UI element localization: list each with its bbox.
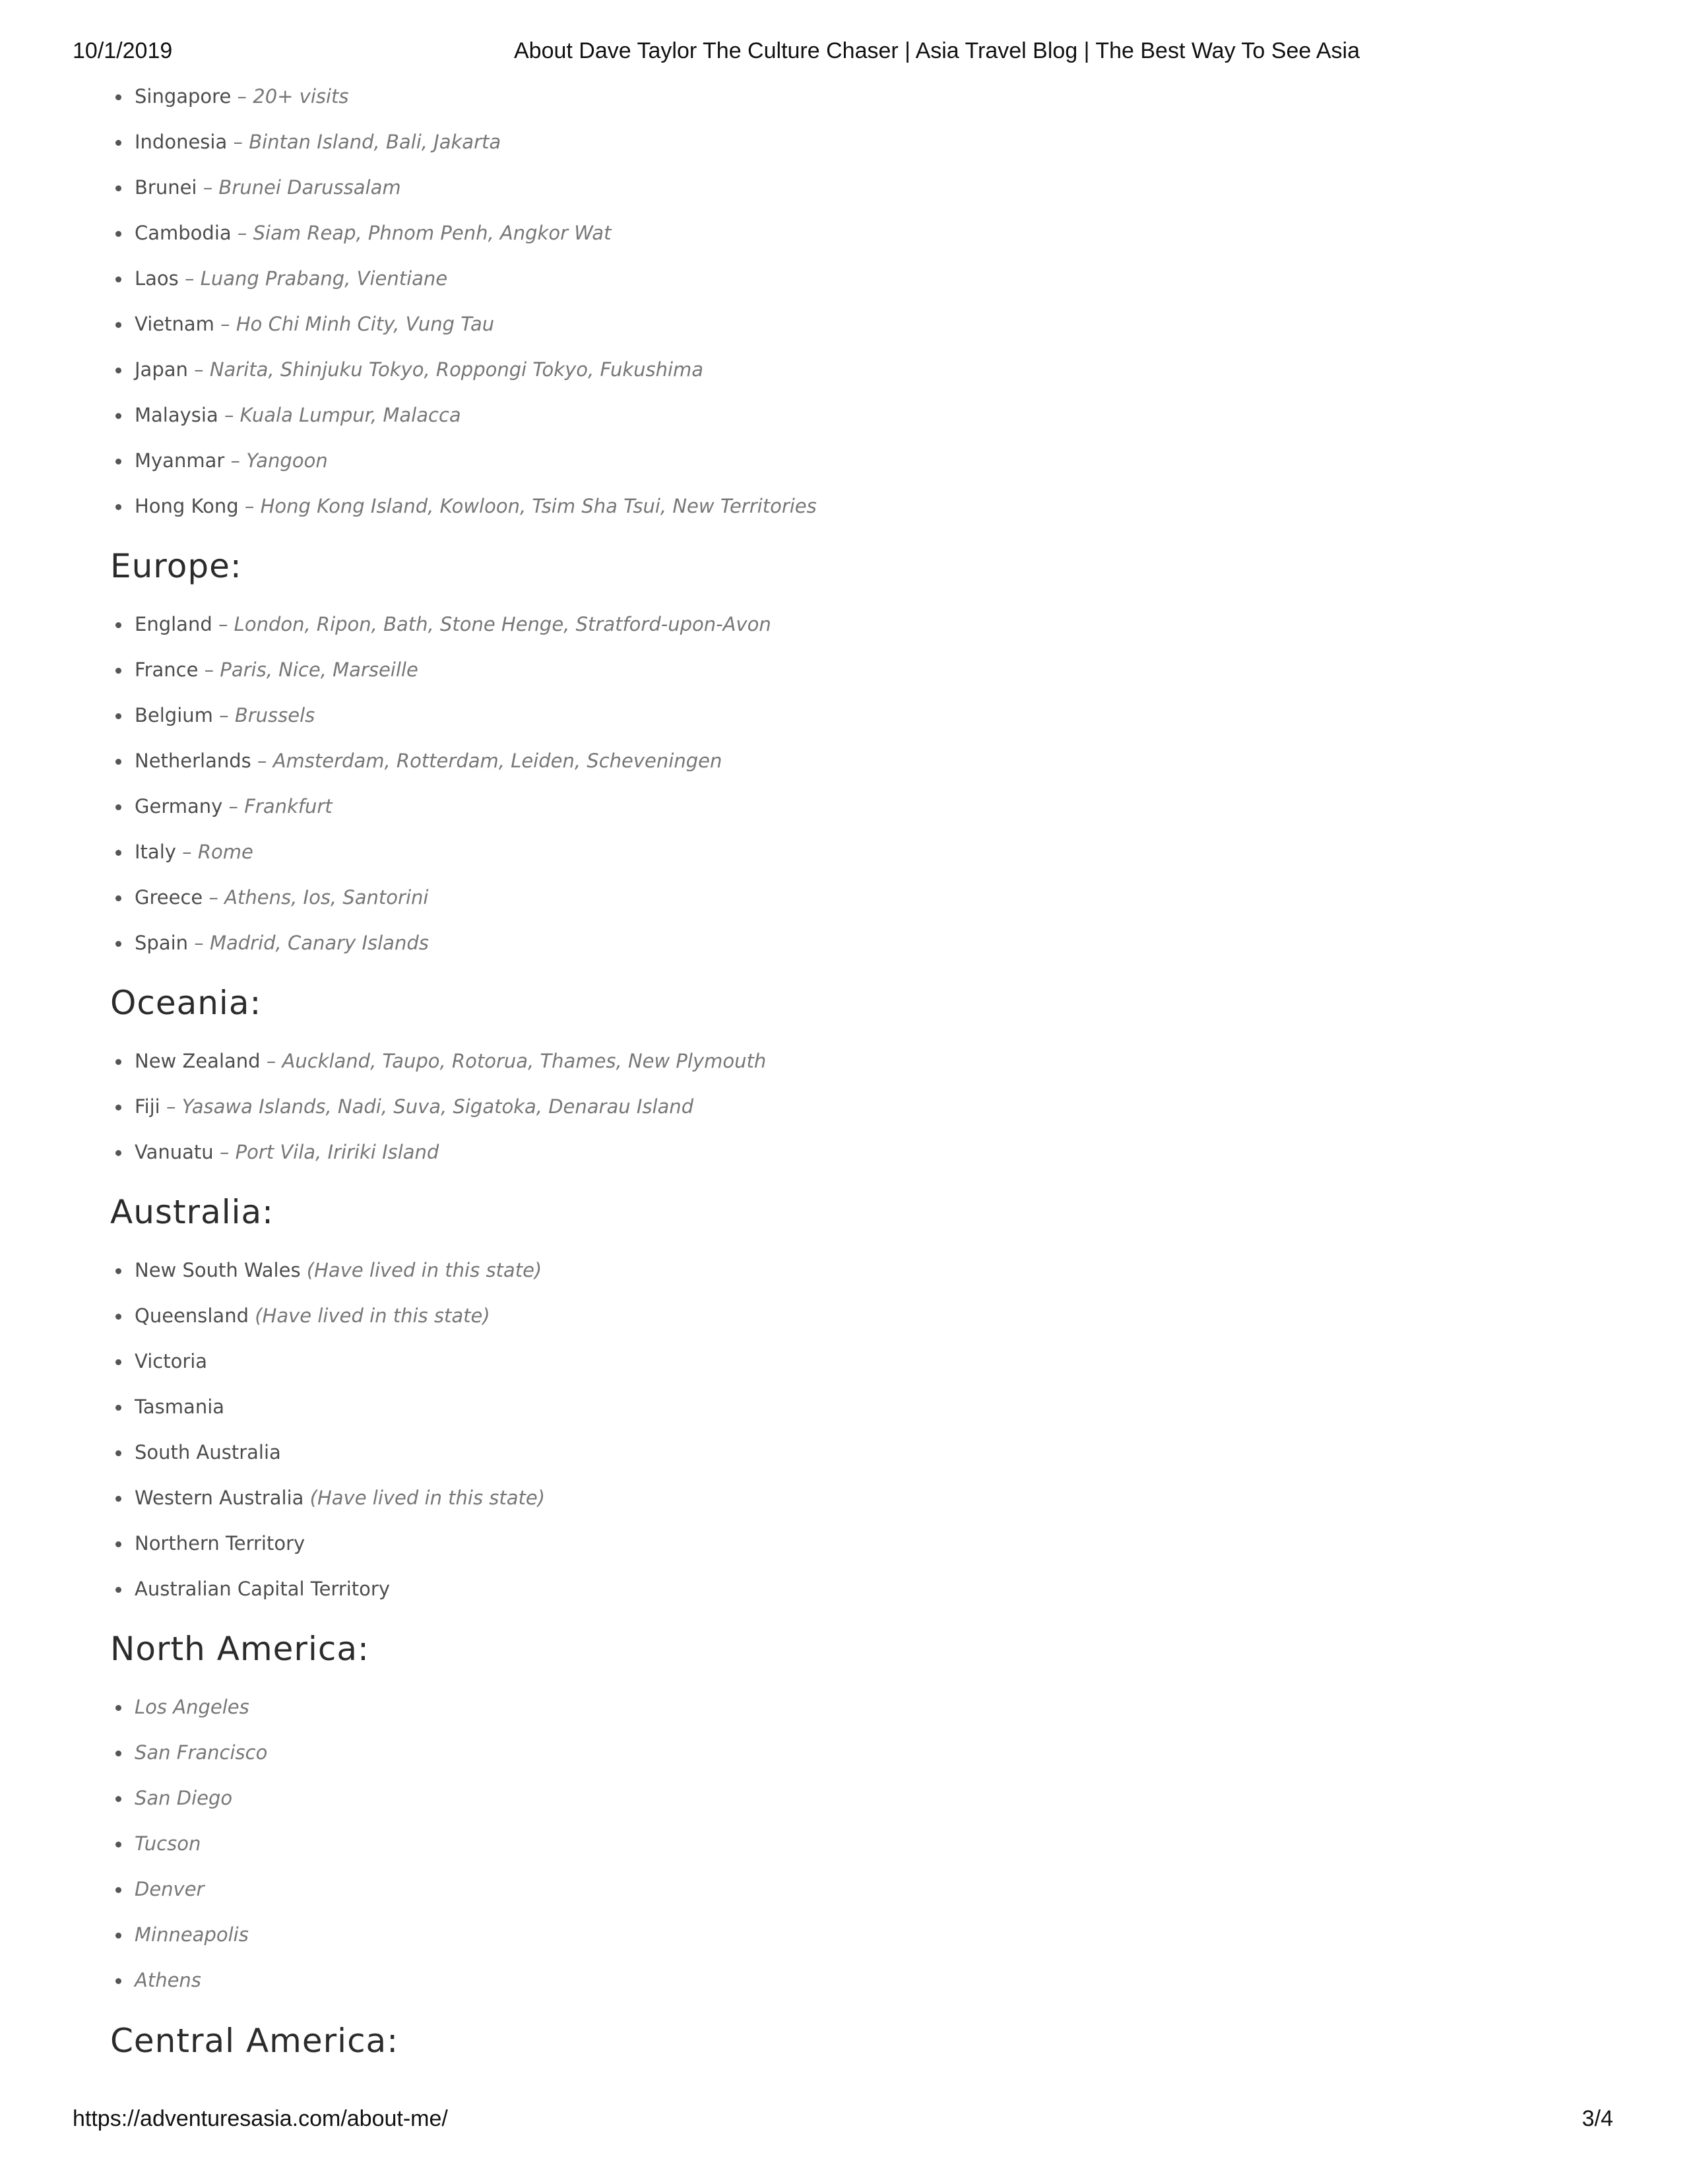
print-footer	[0, 2106, 1689, 2136]
list-item: Northern Territory	[135, 1528, 305, 1558]
list-item: New Zealand – Auckland, Taupo, Rotorua, Thames, New Plymouth	[135, 1046, 766, 1076]
list-item: Malaysia – Kuala Lumpur, Malacca	[135, 400, 461, 430]
list-item: Vietnam – Ho Chi Minh City, Vung Tau	[135, 309, 494, 339]
list-item: Hong Kong – Hong Kong Island, Kowloon, Tsim Sha Tsui, New Territories	[135, 491, 817, 521]
list-item: France – Paris, Nice, Marseille	[135, 655, 418, 685]
print-date: 10/1/2019	[73, 38, 173, 63]
list-item: Germany – Frankfurt	[135, 791, 333, 821]
page-number: 3/4	[1581, 2106, 1613, 2131]
list-item: Netherlands – Amsterdam, Rotterdam, Leiden, Scheveningen	[135, 746, 722, 776]
list-item: South Australia	[135, 1437, 281, 1467]
page-title: About Dave Taylor The Culture Chaser | Asia Travel Blog | The Best Way To See Asia	[514, 38, 1360, 63]
list-item: Victoria	[135, 1346, 207, 1376]
list-item: Greece – Athens, Ios, Santorini	[135, 882, 428, 913]
list-item: Fiji – Yasawa Islands, Nadi, Suva, Sigatoka, Denarau Island	[135, 1091, 693, 1122]
list-item: Western Australia (Have lived in this state)	[135, 1483, 545, 1513]
list-item: Indonesia – Bintan Island, Bali, Jakarta	[135, 127, 501, 157]
list-item: San Francisco	[135, 1737, 267, 1768]
list-item: Myanmar – Yangoon	[135, 445, 328, 476]
list-item: Denver	[135, 1874, 204, 1904]
list-item: Cambodia – Siam Reap, Phnom Penh, Angkor Wat	[135, 218, 611, 248]
print-header	[0, 38, 1689, 69]
list-item: Brunei – Brunei Darussalam	[135, 172, 401, 203]
list-item: Tasmania	[135, 1392, 224, 1422]
list-item: Singapore – 20+ visits	[135, 81, 349, 112]
list-item: England – London, Ripon, Bath, Stone Henge, Stratford-upon-Avon	[135, 609, 771, 639]
list-item: Los Angeles	[135, 1692, 249, 1722]
list-item: Minneapolis	[135, 1919, 249, 1950]
list-item: Athens	[135, 1965, 201, 1995]
section-heading-europe: Europe:	[110, 547, 242, 585]
list-item: Australian Capital Territory	[135, 1574, 390, 1604]
section-heading-central-america: Central America:	[110, 2022, 399, 2060]
list-item: Japan – Narita, Shinjuku Tokyo, Roppongi Tokyo, Fukushima	[135, 354, 703, 385]
list-item: Belgium – Brussels	[135, 700, 315, 730]
list-item: Italy – Rome	[135, 837, 253, 867]
page-url: https://adventuresasia.com/about-me/	[73, 2106, 448, 2131]
list-item: Tucson	[135, 1828, 201, 1859]
list-item: Laos – Luang Prabang, Vientiane	[135, 263, 447, 294]
list-item: Queensland (Have lived in this state)	[135, 1301, 490, 1331]
section-heading-north-america: North America:	[110, 1630, 369, 1668]
list-item: Spain – Madrid, Canary Islands	[135, 928, 429, 958]
list-item: Vanuatu – Port Vila, Iririki Island	[135, 1137, 439, 1167]
section-heading-oceania: Oceania:	[110, 984, 262, 1022]
list-item: New South Wales (Have lived in this state)	[135, 1255, 542, 1285]
list-item: San Diego	[135, 1783, 232, 1813]
section-heading-australia: Australia:	[110, 1193, 274, 1231]
